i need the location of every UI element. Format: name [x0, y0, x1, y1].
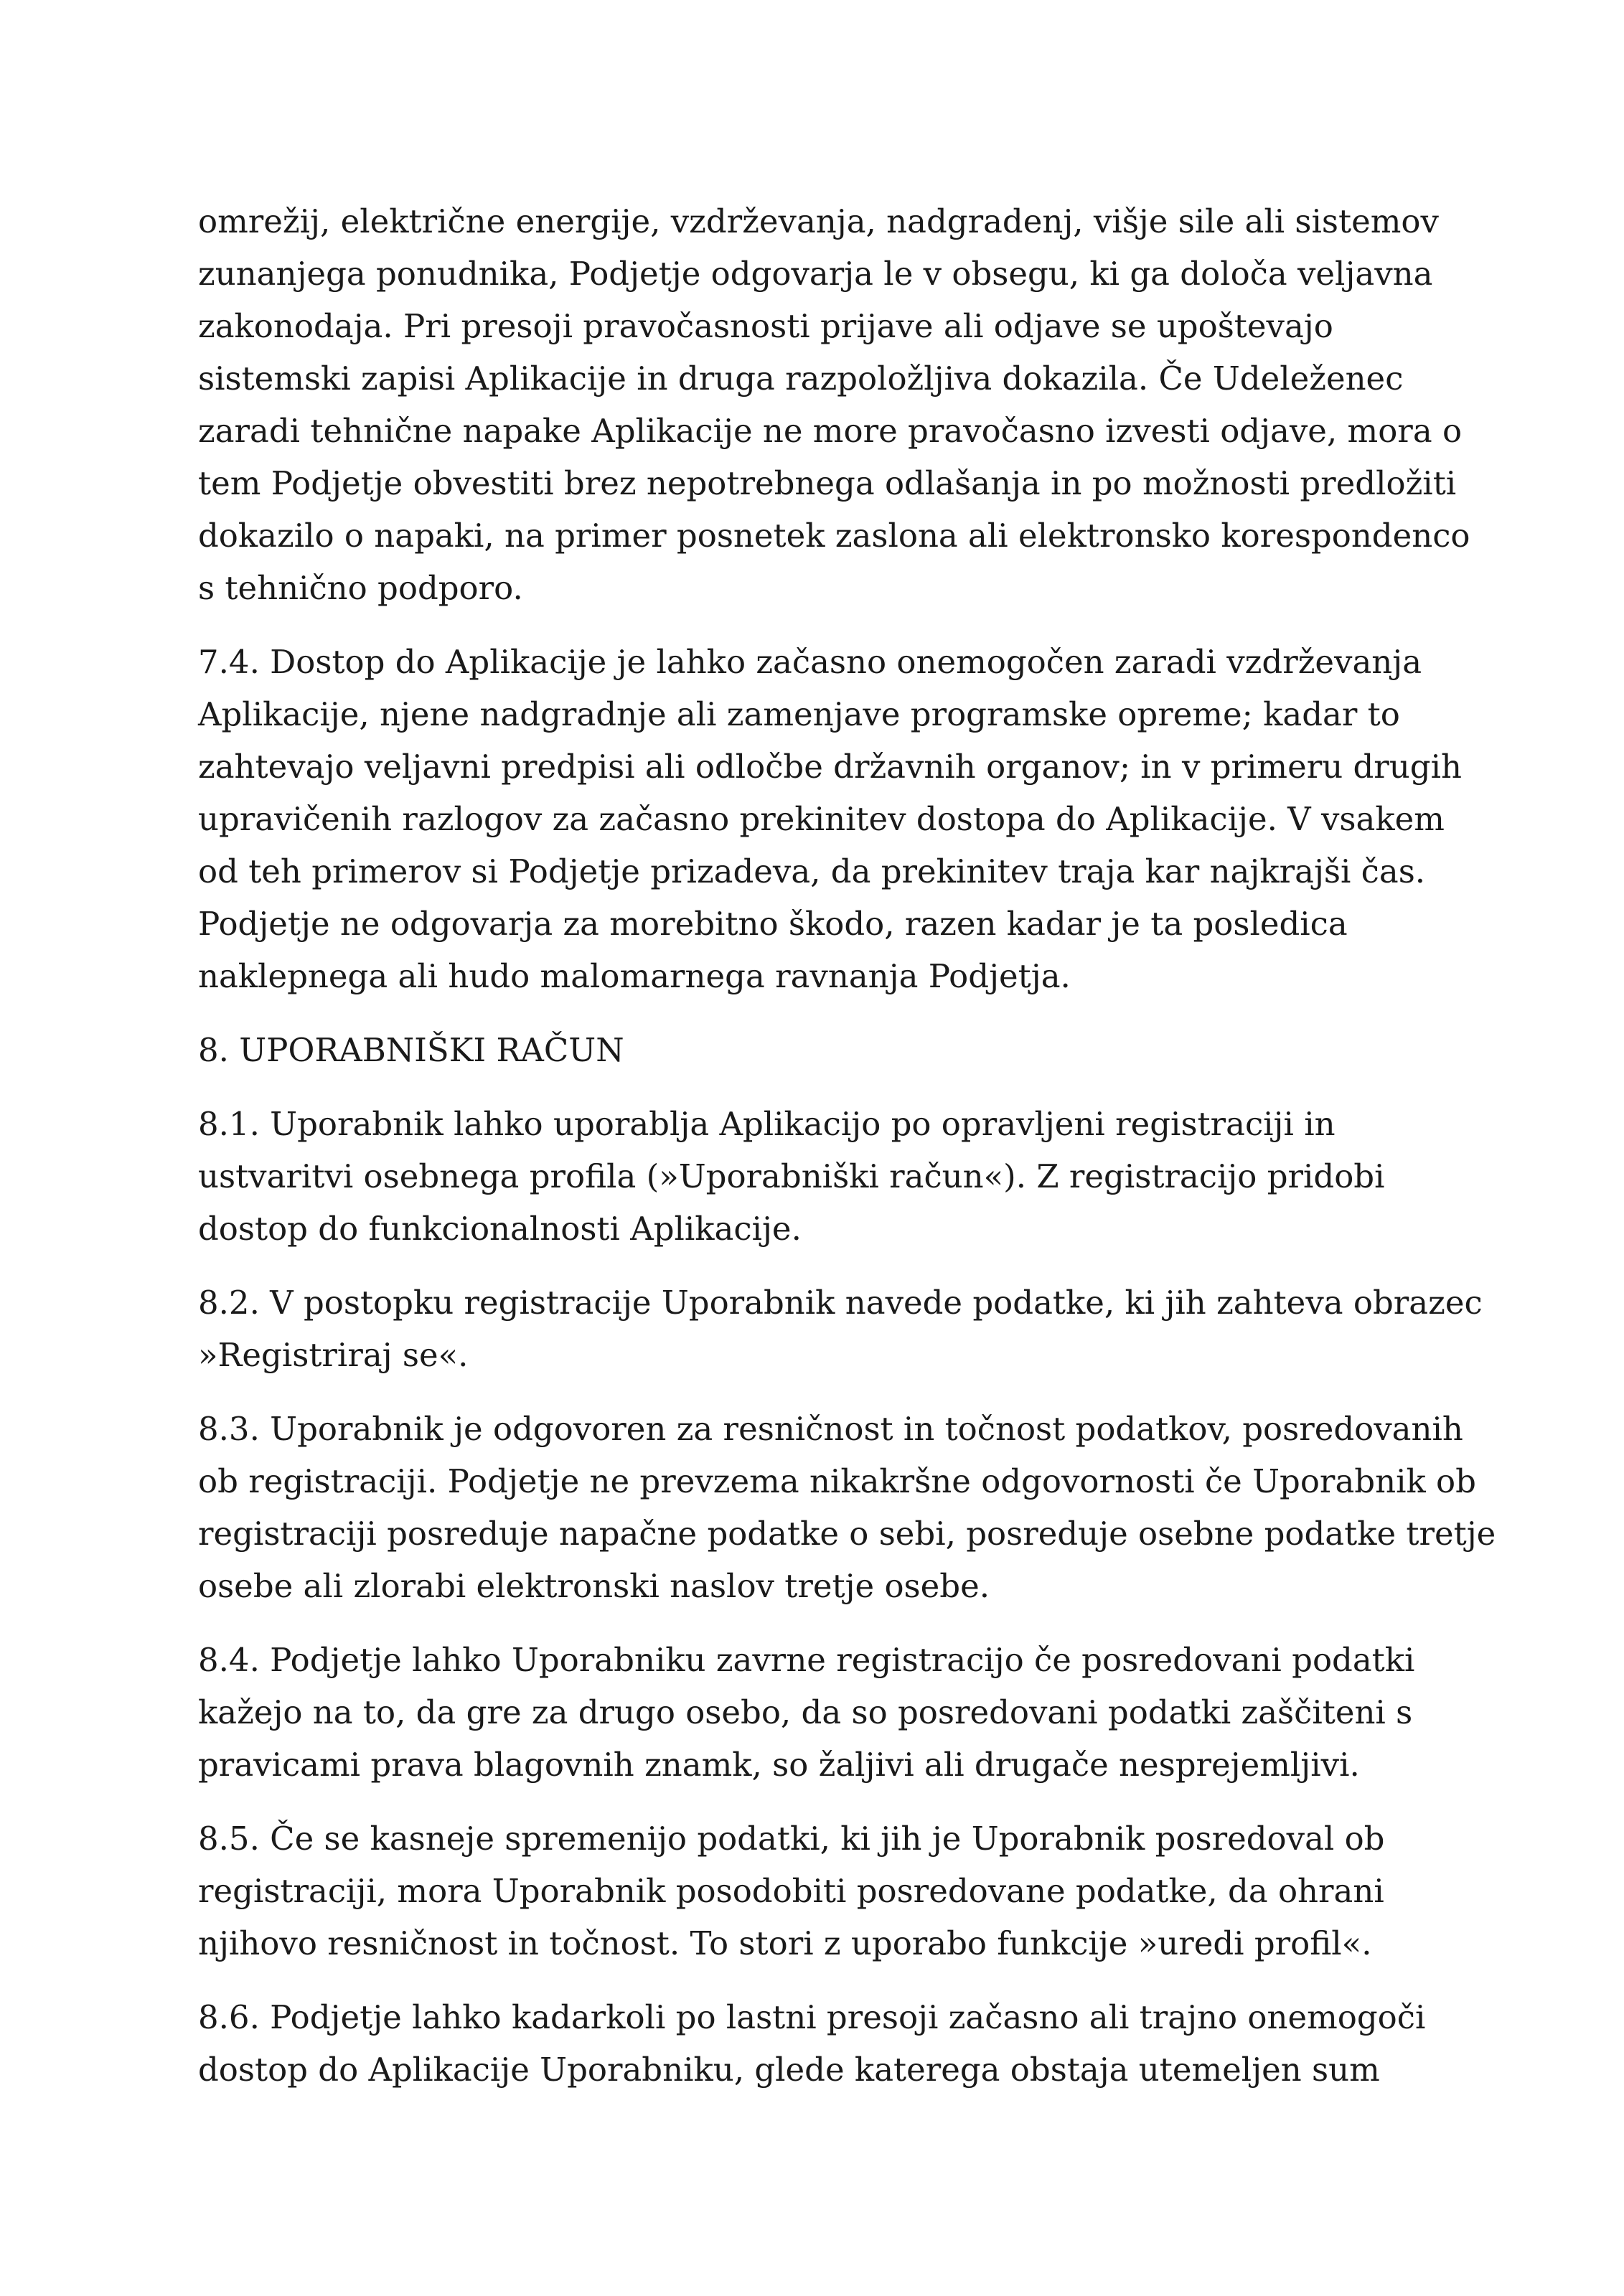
text-line: s tehnično podporo. — [198, 569, 523, 607]
text-line: 8.5. Če se kasneje spremenijo podatki, ki jih je Uporabnik posredoval ob — [198, 1820, 1385, 1858]
text-line: od teh primerov si Podjetje prizadeva, da prekinitev traja kar najkrajši čas. — [198, 852, 1426, 890]
section-heading-8 — [198, 1024, 1447, 1076]
text-line: 8.6. Podjetje lahko kadarkoli po lastni presoji začasno ali trajno onemogoči — [198, 1998, 1426, 2036]
text-line: naklepnega ali hudo malomarnega ravnanja Podjetja. — [198, 957, 1071, 995]
text-line: zunanjega ponudnika, Podjetje odgovarja le v obsegu, ki ga določa veljavna — [198, 255, 1433, 293]
text-line: zahtevajo veljavni predpisi ali odločbe državnih organov; in v primeru drugih — [198, 748, 1462, 786]
paragraph-8-2 — [198, 1276, 1483, 1381]
text-line: zaradi tehnične napake Aplikacije ne more pravočasno izvesti odjave, mora o — [198, 412, 1463, 450]
paragraph-8-5 — [198, 1812, 1447, 1970]
paragraph-8-4 — [198, 1634, 1447, 1791]
document-page — [198, 195, 1496, 2117]
paragraph-8-1 — [198, 1098, 1447, 1255]
text-line: 7.4. Dostop do Aplikacije je lahko začasno onemogočen zaradi vzdrževanja — [198, 643, 1422, 681]
text-line: ustvaritvi osebnega profila (»Uporabniški račun«). Z registracijo pridobi — [198, 1157, 1385, 1195]
paragraph-7-4 — [198, 636, 1462, 1002]
text-line: dostop do funkcionalnosti Aplikacije. — [198, 1210, 802, 1248]
paragraph-8-3 — [198, 1403, 1496, 1612]
text-line: njihovo resničnost in točnost. To stori z uporabo funkcije »uredi profil«. — [198, 1924, 1372, 1962]
text-line: kažejo na to, da gre za drugo osebo, da so posredovani podatki zaščiteni s — [198, 1693, 1413, 1731]
text-line: dokazilo o napaki, na primer posnetek zaslona ali elektronsko korespondenco — [198, 517, 1470, 555]
text-line: tem Podjetje obvestiti brez nepotrebnega odlašanja in po možnosti predložiti — [198, 464, 1457, 502]
heading-text: 8. UPORABNIŠKI RAČUN — [198, 1031, 624, 1069]
text-line: osebe ali zlorabi elektronski naslov tretje osebe. — [198, 1567, 990, 1605]
text-line: Podjetje ne odgovarja za morebitno škodo, razen kadar je ta posledica — [198, 905, 1348, 943]
text-line: »Registriraj se«. — [198, 1336, 469, 1374]
paragraph-8-6 — [198, 1991, 1447, 2096]
text-line: zakonodaja. Pri presoji pravočasnosti prijave ali odjave se upoštevajo — [198, 307, 1333, 345]
text-line: 8.2. V postopku registracije Uporabnik navede podatke, ki jih zahteva obrazec — [198, 1284, 1483, 1322]
paragraph-7-3-continued — [198, 195, 1470, 614]
text-line: Aplikacije, njene nadgradnje ali zamenjave programske opreme; kadar to — [198, 695, 1400, 733]
text-line: omrežij, električne energije, vzdrževanja, nadgradenj, višje sile ali sistemov — [198, 202, 1439, 240]
text-line: 8.1. Uporabnik lahko uporablja Aplikacijo po opravljeni registraciji in — [198, 1105, 1336, 1143]
text-line: upravičenih razlogov za začasno prekinitev dostopa do Aplikacije. V vsakem — [198, 800, 1445, 838]
text-line: sistemski zapisi Aplikacije in druga razpoložljiva dokazila. Če Udeleženec — [198, 359, 1404, 397]
text-line: dostop do Aplikacije Uporabniku, glede katerega obstaja utemeljen sum — [198, 2051, 1380, 2089]
text-line: registraciji, mora Uporabnik posodobiti posredovane podatke, da ohrani — [198, 1872, 1384, 1910]
text-line: ob registraciji. Podjetje ne prevzema nikakršne odgovornosti če Uporabnik ob — [198, 1462, 1476, 1500]
text-line: 8.3. Uporabnik je odgovoren za resničnost in točnost podatkov, posredovanih — [198, 1410, 1463, 1448]
text-line: 8.4. Podjetje lahko Uporabniku zavrne registracijo če posredovani podatki — [198, 1641, 1415, 1679]
text-line: registraciji posreduje napačne podatke o sebi, posreduje osebne podatke tretje — [198, 1515, 1496, 1553]
text-line: pravicami prava blagovnih znamk, so žaljivi ali drugače nesprejemljivi. — [198, 1746, 1360, 1784]
